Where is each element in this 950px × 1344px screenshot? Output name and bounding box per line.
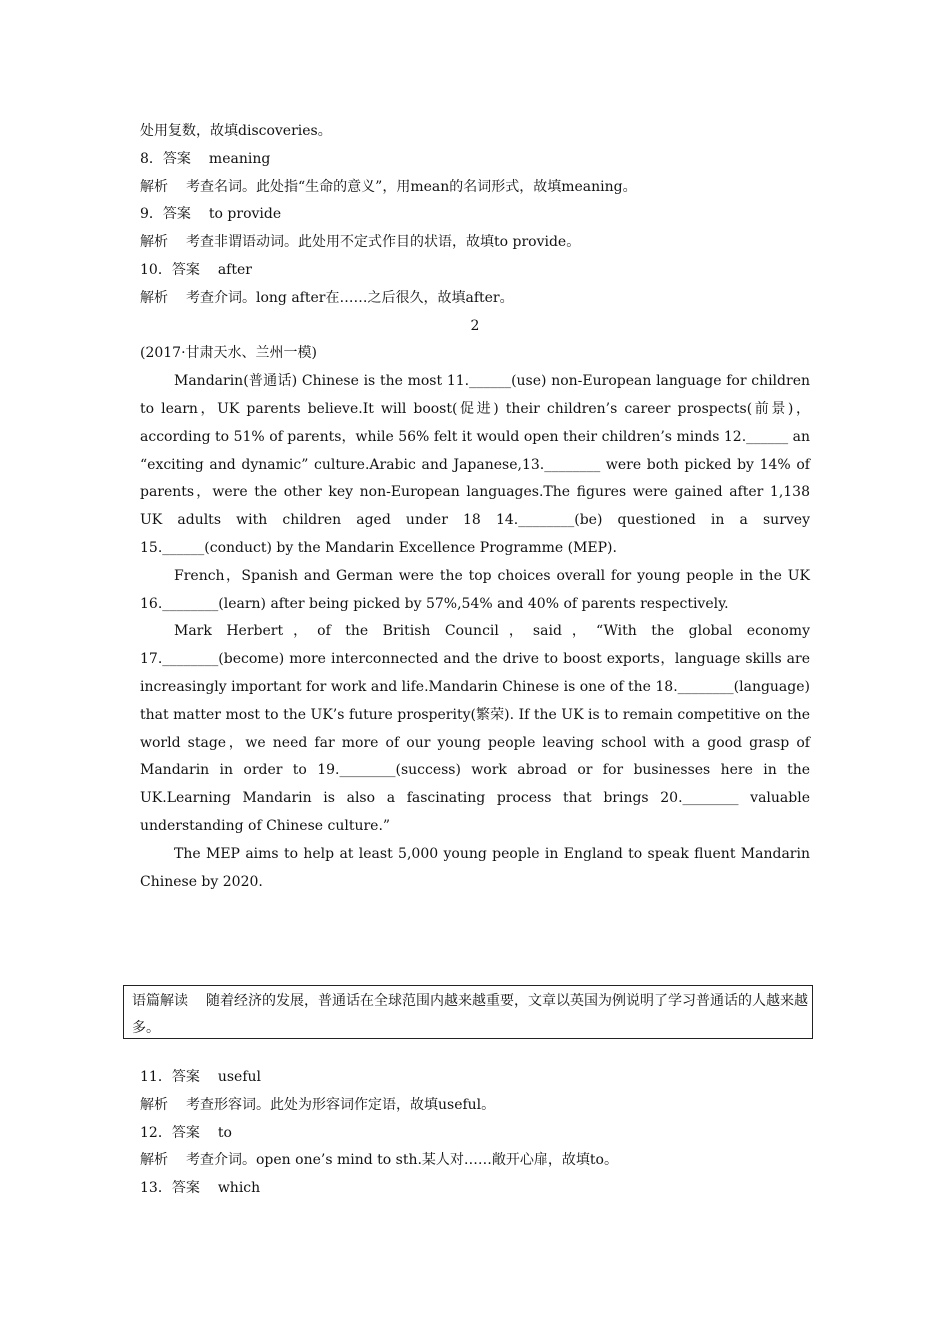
passage-paragraph: The MEP aims to help at least 5,000 young people in England to speak fluent Mandarin Chinese by 2020. [140,845,810,890]
explanation-text: 考查名词。此处指“生命的意义”，用mean的名词形式，故填meaning。 [186,178,637,195]
answer-section [140,1064,810,1203]
explanation-text: 考查介词。long after在……之后很久，故填after。 [186,289,514,306]
answer-label: 10．答案 [140,261,200,278]
passage-paragraph: Mark Herbert，of the British Council，said，“With the global economy 17.________(become) more interconnected and the drive to boost exports，language skills are increasingly important for work and life.Mandarin Chinese is one of the 18.________(language) that matter most to the UK’s future prosperity(繁荣). If the UK is to remain competitive on the world stage，we need far more of our young people leaving school with a good grasp of Mandarin in order to 19.________(success) work abroad or for businesses here in the UK.Learning Mandarin is also a fascinating process that brings 20.________ valuable understanding of Chinese culture.” [140,623,810,834]
answer-line [140,1175,810,1203]
answer-label: 9．答案 [140,206,191,223]
answer-line [140,146,810,174]
explanation-label: 解析 [140,1096,168,1113]
explanation-line [140,229,810,257]
explanation-line [140,174,810,202]
document-body [140,118,810,896]
answer-line [140,1064,810,1092]
passage-paragraph: Mandarin(普通话) Chinese is the most 11.______(use) non-European language for children to learn，UK parents believe.It will boost(促进) their children’s career prospects(前景)，according to 51% of parents，while 56% felt it would open their children’s minds 12.______ an “exciting and dynamic” culture.Arabic and Japanese,13.________ were both picked by 14% of parents，were the other key non-European languages.The figures were gained after 1,138 UK adults with children aged under 18 14.________(be) questioned in a survey 15.______(conduct) by the Mandarin Excellence Programme (MEP). [140,373,810,556]
continued-explanation: 处用复数，故填discoveries。 [140,123,332,139]
section-number: 2 [470,317,480,334]
answer-value: to [217,1124,232,1141]
explanation-text: 考查介词。open one’s mind to sth.某人对……敞开心扉，故填to。 [186,1152,618,1169]
answer-label: 8．答案 [140,150,191,167]
answer-value: useful [217,1069,261,1085]
passage-source: (2017·甘肃天水、兰州一模) [140,345,318,362]
summary-label: 语篇解读 [132,993,188,1009]
answer-label: 12．答案 [140,1124,200,1141]
answer-value: to provide [208,206,282,223]
answer-line [140,1120,810,1148]
passage-paragraph: French，Spanish and German were the top choices overall for young people in the UK 16.________(learn) after being picked by 57%,54% and 40% of parents respectively. [140,567,810,612]
explanation-label: 解析 [140,289,168,306]
answer-label: 13．答案 [140,1180,200,1197]
answer-value: meaning [208,150,271,167]
explanation-line [140,285,810,313]
explanation-text: 考查非谓语动词。此处用不定式作目的状语，故填to provide。 [186,234,581,251]
answer-line [140,257,810,285]
explanation-label: 解析 [140,1152,168,1169]
answer-value: after [217,261,252,278]
explanation-line [140,1092,810,1120]
explanation-line [140,1147,810,1175]
explanation-label: 解析 [140,178,168,195]
summary-box [123,985,813,1039]
summary-text: 随着经济的发展，普通话在全球范围内越来越重要，文章以英国为例说明了学习普通话的人越来越多。 [132,993,808,1036]
explanation-label: 解析 [140,234,168,251]
explanation-text: 考查形容词。此处为形容词作定语，故填useful。 [186,1096,496,1113]
answer-value: which [217,1180,261,1197]
answer-label: 11．答案 [140,1069,200,1085]
answer-line [140,201,810,229]
